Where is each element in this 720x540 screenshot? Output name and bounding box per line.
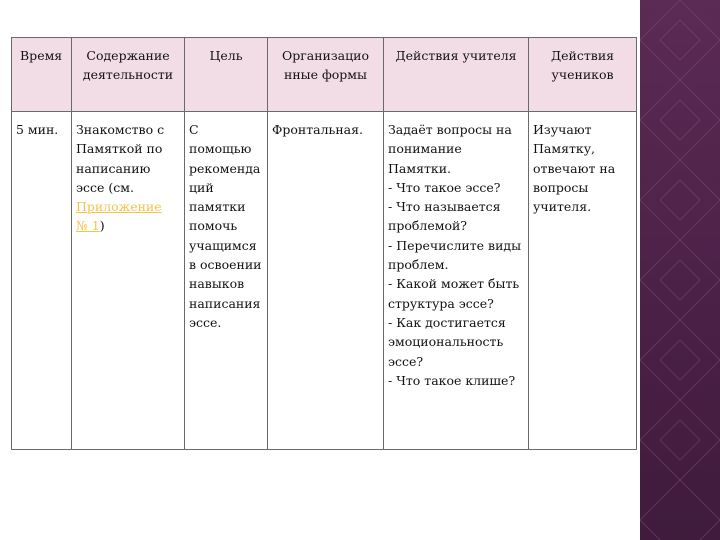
header-teacher-actions: Действия учителя [384,38,529,112]
cell-student-actions: Изучают Памятку, отвечают на вопросы учителя. [529,112,637,450]
table-row [12,112,637,450]
header-time: Время [12,38,72,112]
appendix-link[interactable]: Приложение [76,199,162,215]
cell-goal: С помощью рекоменда ций памятки помочь учащимся в освоении навыков написания эссе. [185,112,268,450]
header-goal: Цель [185,38,268,112]
diamond-pattern-icon [640,0,720,540]
decorative-side-panel [640,0,720,540]
header-content: Содержание деятельности [72,38,185,112]
lesson-plan-table [11,37,637,450]
table-header-row [12,38,637,112]
cell-teacher-actions: Задаёт вопросы на понимание Памятки. - Что такое эссе? - Что называется проблемой? - Перечислите виды проблем. - Какой может быть структура эссе? - Как достигается эмоциональность эссе? - Что такое клише? [384,112,529,450]
header-student-actions: Действия учеников [529,38,637,112]
header-forms: Организацио нные формы [268,38,384,112]
appendix-link-number[interactable]: № 1 [76,218,100,234]
cell-time: 5 мин. [12,112,72,450]
cell-forms: Фронтальная. [268,112,384,450]
cell-content: Знакомство с Памяткой по написанию эссе (см. Приложение № 1) [72,112,185,450]
